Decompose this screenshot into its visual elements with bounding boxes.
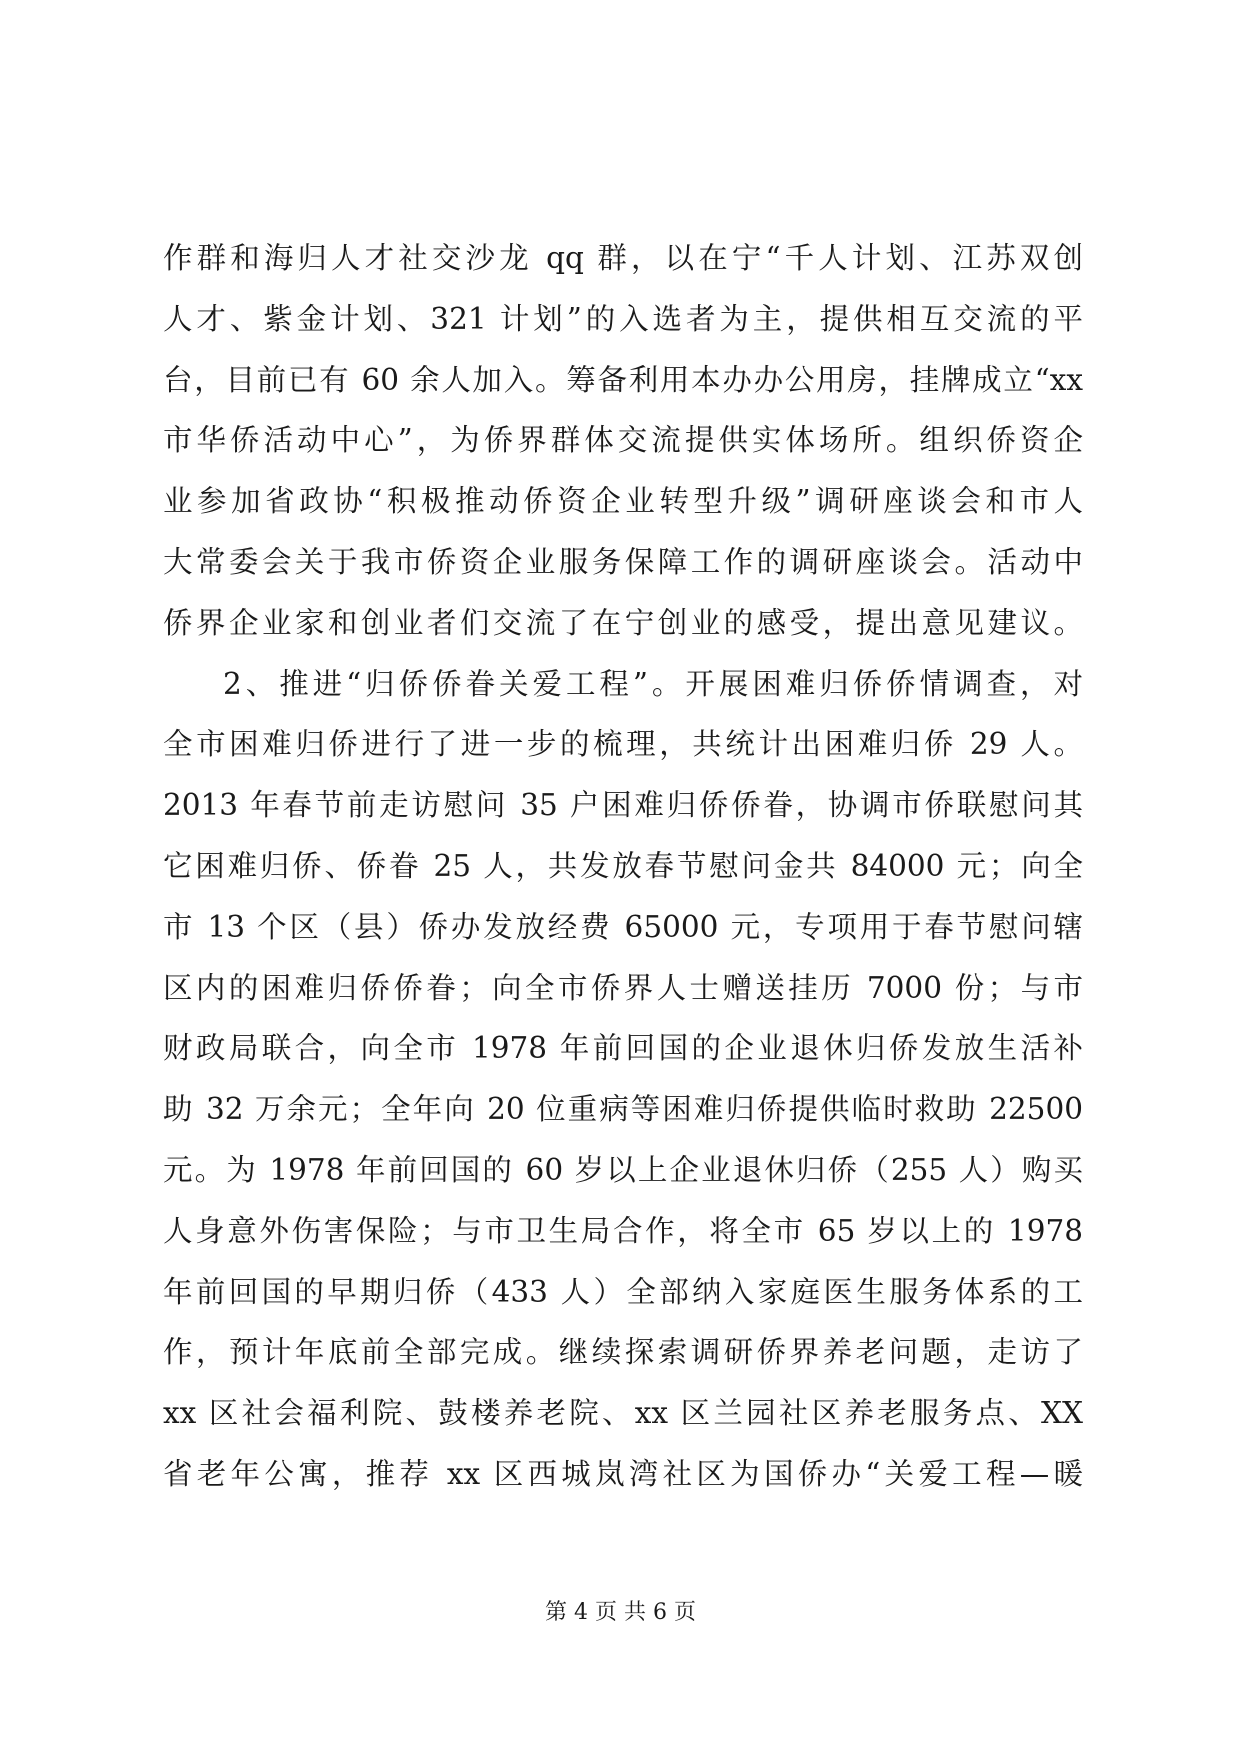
text-line-1: 作群和海归人才社交沙龙 qq 群，以在宁“千人计划、江苏双创 (163, 241, 1083, 275)
text-line-11: 它困难归侨、侨眷 25 人，共发放春节慰问金共 84000 元；向全 (163, 848, 1083, 883)
text-line-15: 助 32 万余元；全年向 20 位重病等困难归侨提供临时救助 22500 (163, 1092, 1083, 1127)
text-line-18: 年前回国的早期归侨（433 人）全部纳入家庭医生服务体系的工 (163, 1274, 1083, 1309)
text-line-2: 人才、紫金计划、321 计划”的入选者为主，提供相互交流的平 (163, 301, 1083, 336)
text-line-12: 市 13 个区（县）侨办发放经费 65000 元，专项用于春节慰问辖 (163, 909, 1083, 944)
text-line-8: 2、推进“归侨侨眷关爱工程”。开展困难归侨侨情调查，对 (223, 666, 1083, 701)
text-line-10: 2013 年春节前走访慰问 35 户困难归侨侨眷，协调市侨联慰问其 (163, 788, 1083, 823)
text-line-17: 人身意外伤害保险；与市卫生局合作，将全市 65 岁以上的 1978 (163, 1213, 1083, 1248)
document-body (163, 228, 1083, 1505)
text-line-3: 台，目前已有 60 余人加入。筹备利用本办办公用房，挂牌成立“xx (163, 362, 1083, 397)
page-footer (0, 1598, 1241, 1628)
text-line-13: 区内的困难归侨侨眷；向全市侨界人士赠送挂历 7000 份；与市 (163, 970, 1083, 1005)
text-line-20: xx 区社会福利院、鼓楼养老院、xx 区兰园社区养老服务点、XX (163, 1396, 1083, 1431)
text-line-7: 侨界企业家和创业者们交流了在宁创业的感受，提出意见建议。 (163, 605, 1083, 640)
text-line-4: 市华侨活动中心”，为侨界群体交流提供实体场所。组织侨资企 (163, 423, 1083, 458)
page-number-label: 第 4 页 共 6 页 (545, 1600, 696, 1625)
text-line-6: 大常委会关于我市侨资企业服务保障工作的调研座谈会。活动中 (163, 544, 1083, 579)
text-line-19: 作，预计年底前全部完成。继续探索调研侨界养老问题，走访了 (163, 1335, 1083, 1370)
text-line-21: 省老年公寓，推荐 xx 区西城岚湾社区为国侨办“关爱工程—暖 (163, 1456, 1083, 1491)
text-line-5: 业参加省政协“积极推动侨资企业转型升级”调研座谈会和市人 (163, 484, 1083, 519)
text-line-16: 元。为 1978 年前回国的 60 岁以上企业退休归侨（255 人）购买 (163, 1152, 1083, 1187)
text-line-14: 财政局联合，向全市 1978 年前回国的企业退休归侨发放生活补 (163, 1031, 1083, 1066)
text-line-9: 全市困难归侨进行了进一步的梳理，共统计出困难归侨 29 人。 (163, 727, 1083, 762)
